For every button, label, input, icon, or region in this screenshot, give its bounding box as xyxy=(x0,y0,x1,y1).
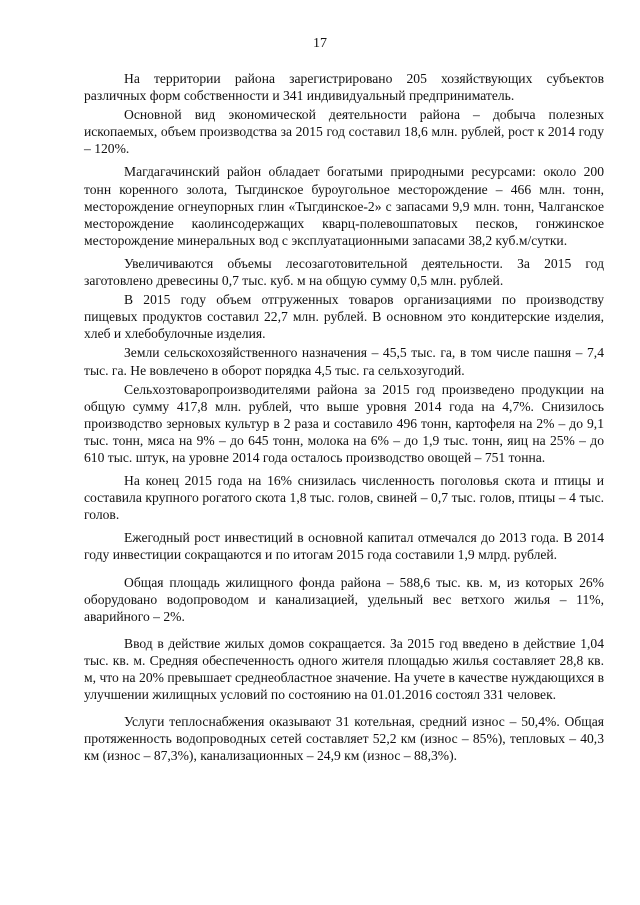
paragraph-natural-resources: Магдагачинский район обладает богатыми природными ресурсами: около 200 тонн коренного золота, Тыгдинское буроугольное месторождение – 466 млн. тонн, месторождение огнеупорных глин «Тыгдинское-2» с запасами 9,9 млн. тонн, Чалганское месторождение каолинсодержащих кварц-полевошпатовых песков, гонжинское месторождение минеральных вод с эксплуатационными запасами 38,2 куб.м/сутки. xyxy=(84,164,604,248)
paragraph-livestock: На конец 2015 года на 16% снизилась численность поголовья скота и птицы и составила крупного рогатого скота 1,8 тыс. голов, свиней – 0,7 тыс. голов, птицы – 4 тыс. голов. xyxy=(84,473,604,523)
paragraph-agricultural-land: Земли сельскохозяйственного назначения – 45,5 тыс. га, в том числе пашня – 7,4 тыс. га. Не вовлечено в оборот порядка 4,5 тыс. га сельхозугодий. xyxy=(84,345,604,378)
paragraph-investment: Ежегодный рост инвестиций в основной капитал отмечался до 2013 года. В 2014 году инвестиции сокращаются и по итогам 2015 года составили 1,9 млрд. рублей. xyxy=(84,530,604,563)
paragraph-agricultural-output: Сельхозтоваропроизводителями района за 2015 год произведено продукции на общую сумму 417,8 млн. рублей, что выше уровня 2014 года на 4,7%. Снизилось производство зерновых культур в 2 раза и составило 496 тонн, картофеля на 2% – до 9,1 тыс. тонн, мяса на 9% – до 645 тонн, молока на 6% – до 1,9 тыс. тонн, яиц на 25% – до 610 тыс. штук, на уровне 2014 года осталось производство овощей – 751 тонна. xyxy=(84,381,604,465)
paragraph-housing-stock: Общая площадь жилищного фонда района – 588,6 тыс. кв. м, из которых 26% оборудовано водопроводом и канализацией, удельный вес ветхого жилья – 11%, аварийного – 2%. xyxy=(84,574,604,624)
paragraph-utilities: Услуги теплоснабжения оказывают 31 котельная, средний износ – 50,4%. Общая протяженность водопроводных сетей составляет 52,2 км (износ – 85%), тепловых – 40,3 км (износ – 87,3%), канализационных – 24,9 км (износ – 88,3%). xyxy=(84,714,604,764)
paragraph-food-production: В 2015 году объем отгруженных товаров организациями по производству пищевых продуктов составил 22,7 млн. рублей. В основном это кондитерские изделия, хлеб и хлебобулочные изделия. xyxy=(84,292,604,342)
document-body xyxy=(84,70,604,764)
paragraph-business-entities: На территории района зарегистрировано 205 хозяйствующих субъектов различных форм собственности и 341 индивидуальный предприниматель. xyxy=(84,71,604,104)
paragraph-housing-construction: Ввод в действие жилых домов сокращается. За 2015 год введено в действие 1,04 тыс. кв. м. Средняя обеспеченность одного жителя площадью жилья составляет 28,8 кв. м, что на 20% превышает среднеобластное значение. На учете в качестве нуждающихся в улучшении жилищных условий по состоянию на 01.01.2016 состоял 331 человек. xyxy=(84,635,604,703)
page-number: 17 xyxy=(313,36,327,51)
paragraph-logging: Увеличиваются объемы лесозаготовительной деятельности. За 2015 год заготовлено древесины 0,7 тыс. куб. м на общую сумму 0,5 млн. рублей. xyxy=(84,255,604,289)
paragraph-mining: Основной вид экономической деятельности района – добыча полезных ископаемых, объем производства за 2015 год составил 18,6 млн. рублей, рост к 2014 году – 120%. xyxy=(84,107,604,157)
